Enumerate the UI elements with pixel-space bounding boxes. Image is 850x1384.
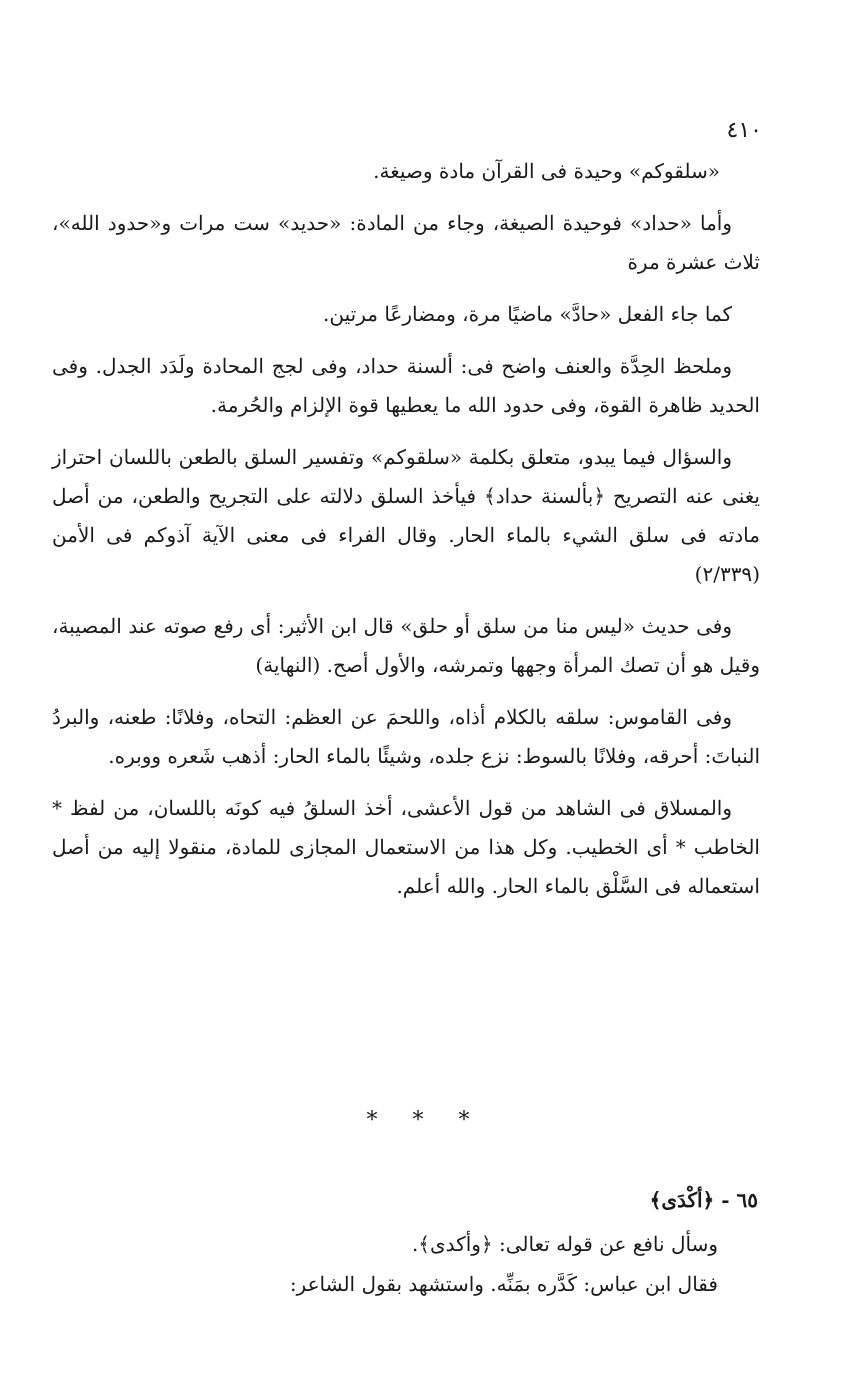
entry-line: فقال ابن عباس: كَدَّره بمَنِّه. واستشهد بقول الشاعر: — [289, 1272, 718, 1296]
paragraph: وفى حديث «ليس منا من سلق أو حلق» قال ابن الأثير: أى رفع صوته عند المصيبة، وقيل هو أن تصك المرأة وجهها وتمرشه، والأول أصح. (النهاية) — [52, 614, 760, 677]
paragraph: وأما «حداد» فوحيدة الصيغة، وجاء من المادة: «حديد» ست مرات و«حدود الله»، ثلاث عشرة مرة — [52, 211, 760, 274]
paragraph: والسؤال فيما يبدو، متعلق بكلمة «سلقوكم» وتفسير السلق بالطعن باللسان احتراز يغنى عنه التصريح ﴿بألسنة حداد﴾ فيأخذ السلق دلالته على التجريح والطعن، من أصل مادته فى سلق الشيء بالماء الحار. وقال الفراء فى معنى الآية آذوكم فى الأمن (٢/٣٣٩) — [52, 445, 760, 586]
page-number: ٤١٠ — [726, 118, 762, 143]
section-separator: * * * — [366, 1108, 484, 1133]
entry-section — [52, 1180, 758, 1304]
paragraph: «سلقوكم» وحيدة فى القرآن مادة وصيغة. — [373, 159, 720, 183]
entry-line: وسأل نافع عن قوله تعالى: ﴿وأكدى﴾. — [411, 1232, 718, 1256]
paragraph: والمسلاق فى الشاهد من قول الأعشى، أخذ السلقُ فيه كونَه باللسان، من لفظ * الخاطب * أى الخطيب. وكل هذا من الاستعمال المجازى للمادة، منقولا إليه من أصل استعماله فى السَّلْق بالماء الحار. والله أعلم. — [52, 796, 760, 898]
entry-heading: ٦٥ - ﴿أكْدَى﴾ — [649, 1188, 758, 1212]
paragraph: كما جاء الفعل «حادَّ» ماضيًا مرة، ومضارعًا مرتين. — [323, 302, 732, 326]
body-text — [52, 152, 760, 919]
paragraph: وملحظ الحِدَّة والعنف واضح فى: ألسنة حداد، وفى لجج المحادة ولَدَد الجدل. وفى الحديد ظاهرة القوة، وفى حدود الله ما يعطيها قوة الإلزام والحُرمة. — [52, 354, 760, 417]
paragraph: وفى القاموس: سلقه بالكلام أذاه، واللحمَ عن العظم: التحاه، وفلانًا: طعنه، والبردُ النباتَ: أحرقه، وفلانًا بالسوط: نزع جلده، وشيئًا بالماء الحار: أذهب شَعره ووبره. — [52, 705, 760, 768]
